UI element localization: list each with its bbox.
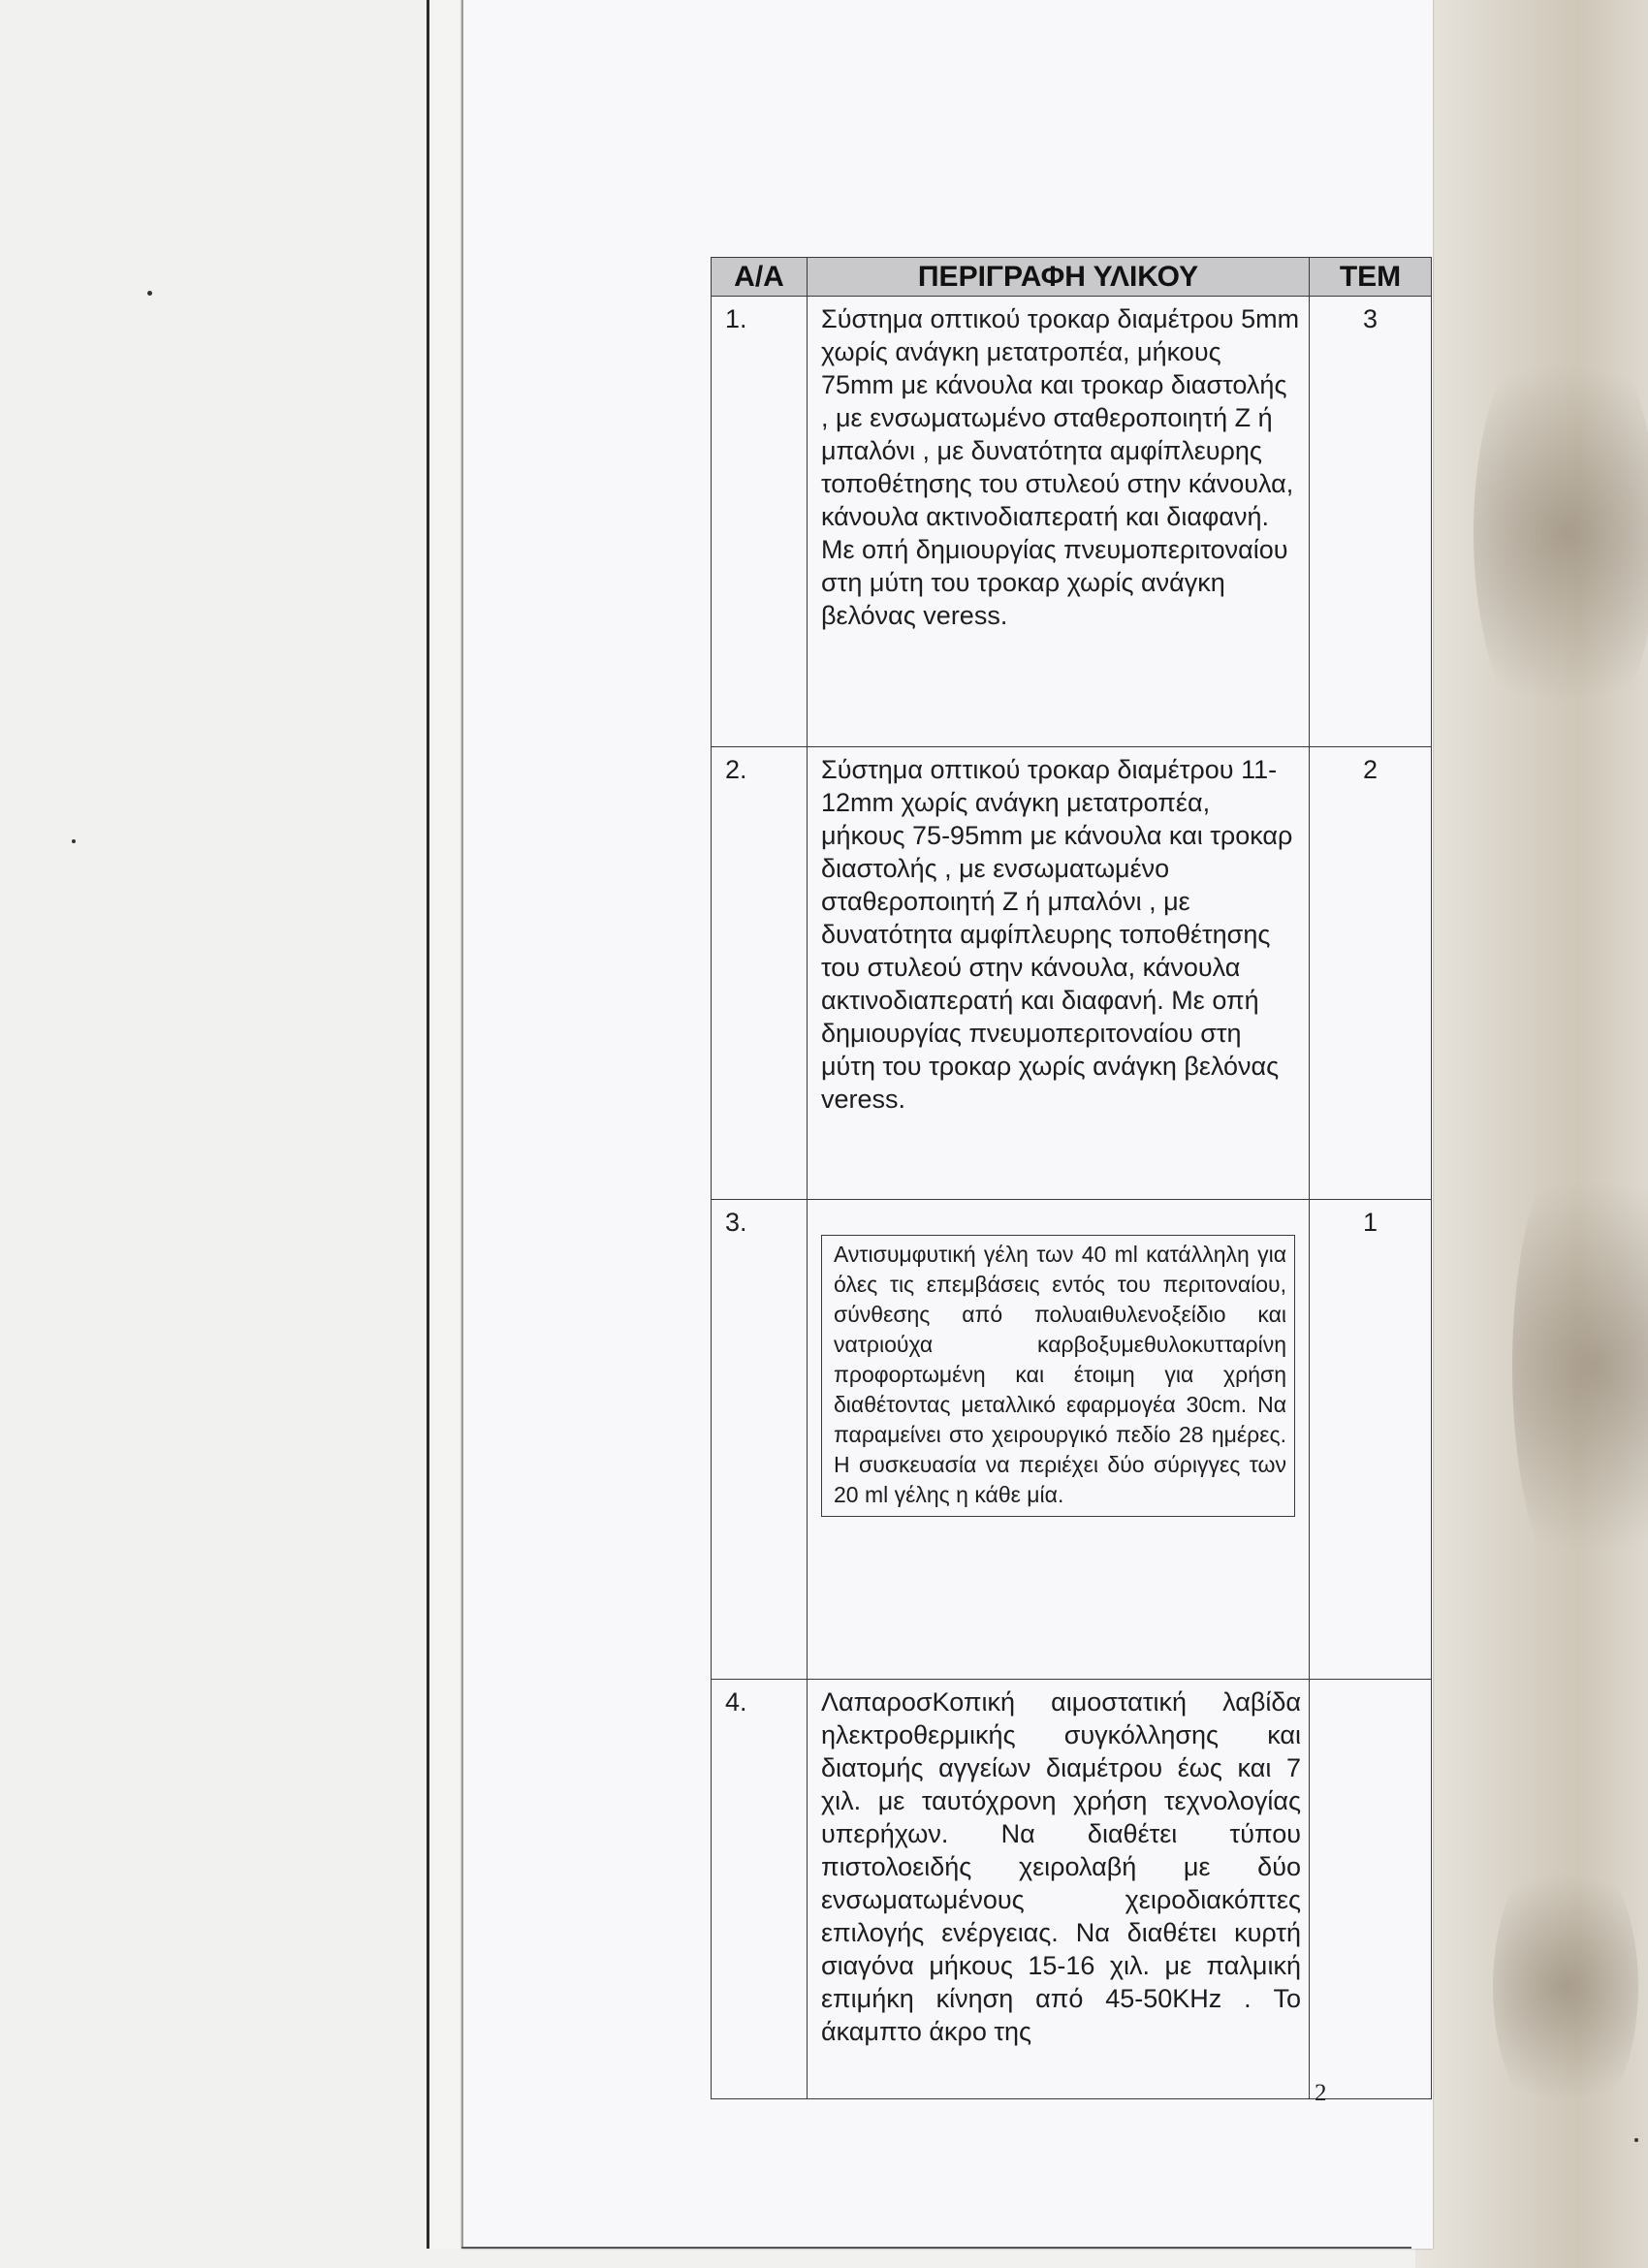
header-aa: Α/Α — [712, 258, 808, 297]
row-number: 2. — [712, 747, 808, 1200]
materials-table — [711, 257, 1432, 2099]
row-description-cell — [808, 1200, 1310, 1680]
table-header-row — [712, 258, 1432, 297]
page-bottom-edge — [461, 2247, 1411, 2249]
row-quantity: 3 — [1310, 297, 1432, 747]
speck — [147, 291, 152, 296]
row-description: Σύστημα οπτικού τροκαρ διαμέτρου 11-12mm χωρίς ανάγκη μετατροπέα, μήκους 75-95mm με κάνουλα και τροκαρ διαστολής , με ενσωματωμένο σταθεροποιητή Ζ ή μπαλόνι , με δυνατότητα αμφίπλευρης τοποθέτησης του στυλεού στην κάνουλα, κάνουλα ακτινοδιαπερατή και διαφανή. Με οπή δημιουργίας πνευμοπεριτοναίου στη μύτη του τροκαρ χωρίς ανάγκη βελόνας veress. — [808, 747, 1310, 1200]
row-number: 1. — [712, 297, 808, 747]
row-description: Σύστημα οπτικού τροκαρ διαμέτρου 5mm χωρίς ανάγκη μετατροπέα, μήκους 75mm με κάνουλα και τροκαρ διαστολής , με ενσωματωμένο σταθεροποιητή Ζ ή μπαλόνι , με δυνατότητα αμφίπλευρης τοποθέτησης του στυλεού στην κάνουλα, κάνουλα ακτινοδιαπερατή και διαφανή. Με οπή δημιουργίας πνευμοπεριτοναίου στη μύτη του τροκαρ χωρίς ανάγκη βελόνας veress. — [808, 297, 1310, 747]
page-number: 2 — [1315, 2080, 1327, 2106]
table-row — [712, 1200, 1432, 1680]
table-row — [712, 297, 1432, 747]
row-description: ΛαπαροσΚοπική αιμοστατική λαβίδα ηλεκτροθερμικής συγκόλλησης και διατομής αγγείων διαμέτρου έως και 7 χιλ. με ταυτόχρονη χρήση τεχνολογίας υπερήχων. Να διαθέτει τύπου πιστολοειδής χειρολαβή με δύο ενσωματωμένους χειροδιακόπτες επιλογής ενέργειας. Να διαθέτει κυρτή σιαγόνα μήκους 15-16 χιλ. με παλμική επιμήκη κίνηση από 45-50KHz . Το άκαμπτο άκρο της — [808, 1680, 1310, 2099]
row-quantity: 2 — [1310, 747, 1432, 1200]
speck — [1634, 2138, 1638, 2142]
stain — [1493, 1842, 1638, 2132]
table-row — [712, 747, 1432, 1200]
row-quantity — [1310, 1680, 1432, 2099]
row-number: 4. — [712, 1680, 808, 2099]
table-row — [712, 1680, 1432, 2099]
row-quantity: 1 — [1310, 1200, 1432, 1680]
header-description: ΠΕΡΙΓΡΑΦΗ ΥΛΙΚΟΥ — [808, 258, 1310, 297]
header-quantity: ΤΕΜ — [1310, 258, 1432, 297]
stain — [1474, 310, 1648, 756]
speck — [72, 839, 76, 843]
row-description: Αντισυμφυτική γέλη των 40 ml κατάλληλη για όλες τις επεμβάσεις εντός του περιτοναίου, σύνθεσης από πολυαιθυλενοξείδιο και νατριούχα καρβοξυμεθυλοκυτταρίνη προφορτωμένη και έτοιμη για χρήση διαθέτοντας μεταλλικό εφαρμογέα 30cm. Να παραμείνει στο χειρουργικό πεδίο 28 ημέρες. Η συσκευασία να περιέχει δύο σύριγγες των 20 ml γέλης η κάθε μία. — [821, 1235, 1295, 1517]
row-number: 3. — [712, 1200, 808, 1680]
